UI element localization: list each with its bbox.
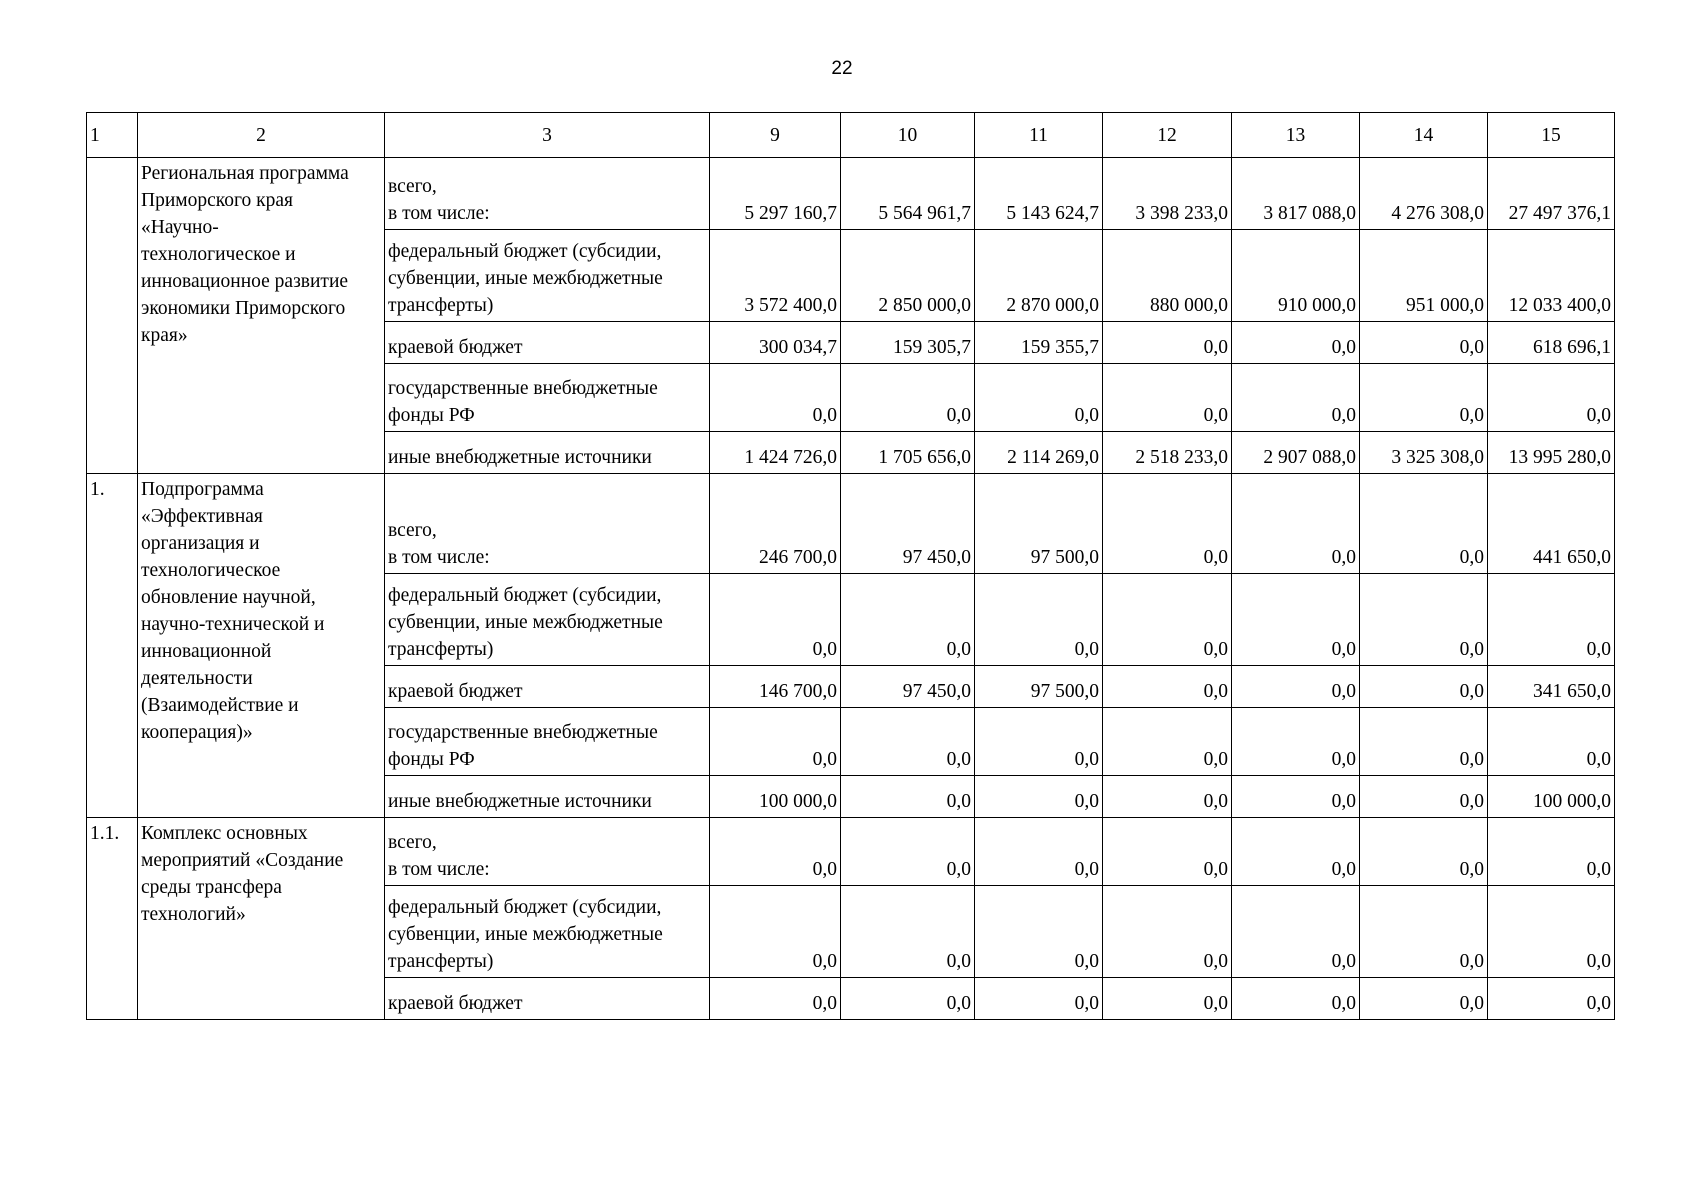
- amount-cell: 159 355,7: [975, 322, 1103, 364]
- header-cell: 3: [385, 113, 710, 158]
- amount-cell: 3 817 088,0: [1232, 158, 1360, 230]
- amount-cell: 2 114 269,0: [975, 432, 1103, 474]
- amount-cell: 2 850 000,0: [841, 230, 975, 322]
- amount-cell: 951 000,0: [1360, 230, 1488, 322]
- amount-cell: 0,0: [1360, 708, 1488, 776]
- amount-cell: 0,0: [975, 708, 1103, 776]
- amount-cell: 880 000,0: [1103, 230, 1232, 322]
- funding-source-line: субвенции, иные межбюджетные: [388, 268, 663, 289]
- header-row: [87, 113, 1615, 158]
- funding-source: [385, 230, 710, 322]
- program-name-line: инновационной: [141, 641, 272, 662]
- amount-cell: 300 034,7: [710, 322, 841, 364]
- amount-cell: 2 870 000,0: [975, 230, 1103, 322]
- amount-cell: 0,0: [1232, 818, 1360, 886]
- header-cell: 15: [1488, 113, 1615, 158]
- funding-source: [385, 666, 710, 708]
- funding-source: [385, 776, 710, 818]
- amount-cell: 0,0: [710, 574, 841, 666]
- amount-cell: 0,0: [1232, 322, 1360, 364]
- funding-source-line: в том числе:: [388, 203, 490, 224]
- funding-source-line: всего,: [388, 832, 437, 853]
- amount-cell: 0,0: [1103, 574, 1232, 666]
- amount-cell: 0,0: [1360, 474, 1488, 574]
- amount-cell: 97 450,0: [841, 666, 975, 708]
- funding-source: [385, 978, 710, 1020]
- amount-cell: 4 276 308,0: [1360, 158, 1488, 230]
- amount-cell: 0,0: [1488, 818, 1615, 886]
- funding-source-line: иные внебюджетные источники: [388, 447, 652, 468]
- amount-cell: 910 000,0: [1232, 230, 1360, 322]
- program-name-line: (Взаимодействие и: [141, 695, 299, 716]
- table-row: [87, 474, 1615, 574]
- header-cell: 13: [1232, 113, 1360, 158]
- amount-cell: 0,0: [1103, 364, 1232, 432]
- amount-cell: 0,0: [1488, 574, 1615, 666]
- program-name: [138, 158, 385, 474]
- amount-cell: 0,0: [710, 708, 841, 776]
- amount-cell: 5 143 624,7: [975, 158, 1103, 230]
- amount-cell: 5 564 961,7: [841, 158, 975, 230]
- program-name-line: Региональная программа: [141, 163, 349, 184]
- amount-cell: 0,0: [975, 978, 1103, 1020]
- program-name-line: Комплекс основных: [141, 823, 308, 844]
- program-name-line: среды трансфера: [141, 877, 282, 898]
- funding-source-line: трансферты): [388, 295, 494, 316]
- amount-cell: 441 650,0: [1488, 474, 1615, 574]
- funding-source-line: иные внебюджетные источники: [388, 791, 652, 812]
- amount-cell: 0,0: [1232, 666, 1360, 708]
- program-name-line: научно-технической и: [141, 614, 325, 635]
- program-name-line: «Эффективная: [141, 506, 263, 527]
- amount-cell: 0,0: [1103, 818, 1232, 886]
- amount-cell: 100 000,0: [710, 776, 841, 818]
- amount-cell: 0,0: [1360, 776, 1488, 818]
- header-cell: 14: [1360, 113, 1488, 158]
- amount-cell: 27 497 376,1: [1488, 158, 1615, 230]
- page-number: 22: [831, 58, 853, 79]
- amount-cell: 0,0: [1103, 886, 1232, 978]
- amount-cell: 3 572 400,0: [710, 230, 841, 322]
- amount-cell: 0,0: [1103, 708, 1232, 776]
- funding-source-line: краевой бюджет: [388, 337, 523, 358]
- funding-source-line: в том числе:: [388, 547, 490, 568]
- amount-cell: 0,0: [710, 978, 841, 1020]
- amount-cell: 0,0: [975, 818, 1103, 886]
- amount-cell: 97 500,0: [975, 666, 1103, 708]
- program-name-line: технологическое и: [141, 244, 296, 265]
- funding-source-line: государственные внебюджетные: [388, 378, 658, 399]
- amount-cell: 0,0: [1232, 776, 1360, 818]
- funding-source-line: федеральный бюджет (субсидии,: [388, 241, 662, 262]
- table-row: [87, 818, 1615, 886]
- amount-cell: 0,0: [1488, 364, 1615, 432]
- funding-source-line: в том числе:: [388, 859, 490, 880]
- funding-source-line: государственные внебюджетные: [388, 722, 658, 743]
- amount-cell: 0,0: [975, 886, 1103, 978]
- program-name-line: края»: [141, 325, 188, 346]
- funding-source: [385, 818, 710, 886]
- funding-source-line: фонды РФ: [388, 405, 475, 426]
- program-name-line: инновационное развитие: [141, 271, 349, 292]
- amount-cell: 0,0: [841, 776, 975, 818]
- amount-cell: 0,0: [1103, 978, 1232, 1020]
- amount-cell: 0,0: [975, 776, 1103, 818]
- amount-cell: 0,0: [1103, 666, 1232, 708]
- program-name-line: деятельности: [141, 668, 253, 689]
- header-cell: 1: [87, 113, 138, 158]
- amount-cell: 0,0: [1103, 776, 1232, 818]
- budget-table: [86, 112, 1615, 1020]
- funding-source: [385, 708, 710, 776]
- amount-cell: 2 518 233,0: [1103, 432, 1232, 474]
- program-name-line: технологическое: [141, 560, 281, 581]
- program-name: [138, 818, 385, 1020]
- header-cell: 11: [975, 113, 1103, 158]
- amount-cell: 0,0: [841, 886, 975, 978]
- amount-cell: 13 995 280,0: [1488, 432, 1615, 474]
- funding-source: [385, 364, 710, 432]
- amount-cell: 97 500,0: [975, 474, 1103, 574]
- amount-cell: 0,0: [1360, 364, 1488, 432]
- amount-cell: 159 305,7: [841, 322, 975, 364]
- amount-cell: 0,0: [1232, 886, 1360, 978]
- amount-cell: 0,0: [710, 364, 841, 432]
- funding-source: [385, 574, 710, 666]
- amount-cell: 0,0: [1488, 708, 1615, 776]
- funding-source-line: федеральный бюджет (субсидии,: [388, 585, 662, 606]
- amount-cell: 0,0: [841, 364, 975, 432]
- amount-cell: 0,0: [710, 818, 841, 886]
- row-number: 1.: [87, 474, 138, 818]
- amount-cell: 618 696,1: [1488, 322, 1615, 364]
- amount-cell: 0,0: [1360, 886, 1488, 978]
- funding-source-line: всего,: [388, 176, 437, 197]
- program-name-line: обновление научной,: [141, 587, 316, 608]
- funding-source: [385, 158, 710, 230]
- amount-cell: 0,0: [841, 708, 975, 776]
- funding-source: [385, 886, 710, 978]
- program-name-line: мероприятий «Создание: [141, 850, 344, 871]
- row-number: 1.1.: [87, 818, 138, 1020]
- amount-cell: 0,0: [841, 818, 975, 886]
- amount-cell: 0,0: [1360, 574, 1488, 666]
- program-name-line: «Научно-: [141, 217, 219, 238]
- amount-cell: 0,0: [1488, 886, 1615, 978]
- amount-cell: 3 325 308,0: [1360, 432, 1488, 474]
- row-number: [87, 158, 138, 474]
- amount-cell: 3 398 233,0: [1103, 158, 1232, 230]
- amount-cell: 0,0: [1103, 474, 1232, 574]
- amount-cell: 0,0: [1232, 708, 1360, 776]
- program-name-line: Приморского края: [141, 190, 293, 211]
- amount-cell: 0,0: [1360, 818, 1488, 886]
- funding-source: [385, 322, 710, 364]
- amount-cell: 0,0: [1360, 666, 1488, 708]
- amount-cell: 341 650,0: [1488, 666, 1615, 708]
- amount-cell: 0,0: [1232, 364, 1360, 432]
- funding-source-line: федеральный бюджет (субсидии,: [388, 897, 662, 918]
- amount-cell: 0,0: [1360, 978, 1488, 1020]
- amount-cell: 1 424 726,0: [710, 432, 841, 474]
- program-name-line: экономики Приморского: [141, 298, 346, 319]
- funding-source-line: трансферты): [388, 951, 494, 972]
- program-name: [138, 474, 385, 818]
- header-cell: 9: [710, 113, 841, 158]
- amount-cell: 0,0: [1488, 978, 1615, 1020]
- amount-cell: 97 450,0: [841, 474, 975, 574]
- funding-source-line: субвенции, иные межбюджетные: [388, 924, 663, 945]
- program-name-line: кооперация)»: [141, 722, 253, 743]
- funding-source-line: краевой бюджет: [388, 681, 523, 702]
- header-cell: 2: [138, 113, 385, 158]
- amount-cell: 0,0: [1103, 322, 1232, 364]
- amount-cell: 0,0: [1232, 574, 1360, 666]
- amount-cell: 5 297 160,7: [710, 158, 841, 230]
- amount-cell: 0,0: [841, 978, 975, 1020]
- amount-cell: 246 700,0: [710, 474, 841, 574]
- table-row: [87, 158, 1615, 230]
- funding-source-line: субвенции, иные межбюджетные: [388, 612, 663, 633]
- amount-cell: 146 700,0: [710, 666, 841, 708]
- amount-cell: 0,0: [1232, 978, 1360, 1020]
- amount-cell: 0,0: [1232, 474, 1360, 574]
- amount-cell: 0,0: [841, 574, 975, 666]
- funding-source-line: трансферты): [388, 639, 494, 660]
- amount-cell: 1 705 656,0: [841, 432, 975, 474]
- amount-cell: 12 033 400,0: [1488, 230, 1615, 322]
- amount-cell: 0,0: [710, 886, 841, 978]
- amount-cell: 0,0: [1360, 322, 1488, 364]
- funding-source-line: краевой бюджет: [388, 993, 523, 1014]
- amount-cell: 0,0: [975, 364, 1103, 432]
- header-cell: 12: [1103, 113, 1232, 158]
- amount-cell: 100 000,0: [1488, 776, 1615, 818]
- program-name-line: Подпрограмма: [141, 479, 264, 500]
- amount-cell: 2 907 088,0: [1232, 432, 1360, 474]
- header-cell: 10: [841, 113, 975, 158]
- funding-source-line: всего,: [388, 520, 437, 541]
- funding-source-line: фонды РФ: [388, 749, 475, 770]
- funding-source: [385, 432, 710, 474]
- program-name-line: организация и: [141, 533, 260, 554]
- program-name-line: технологий»: [141, 904, 246, 925]
- funding-source: [385, 474, 710, 574]
- amount-cell: 0,0: [975, 574, 1103, 666]
